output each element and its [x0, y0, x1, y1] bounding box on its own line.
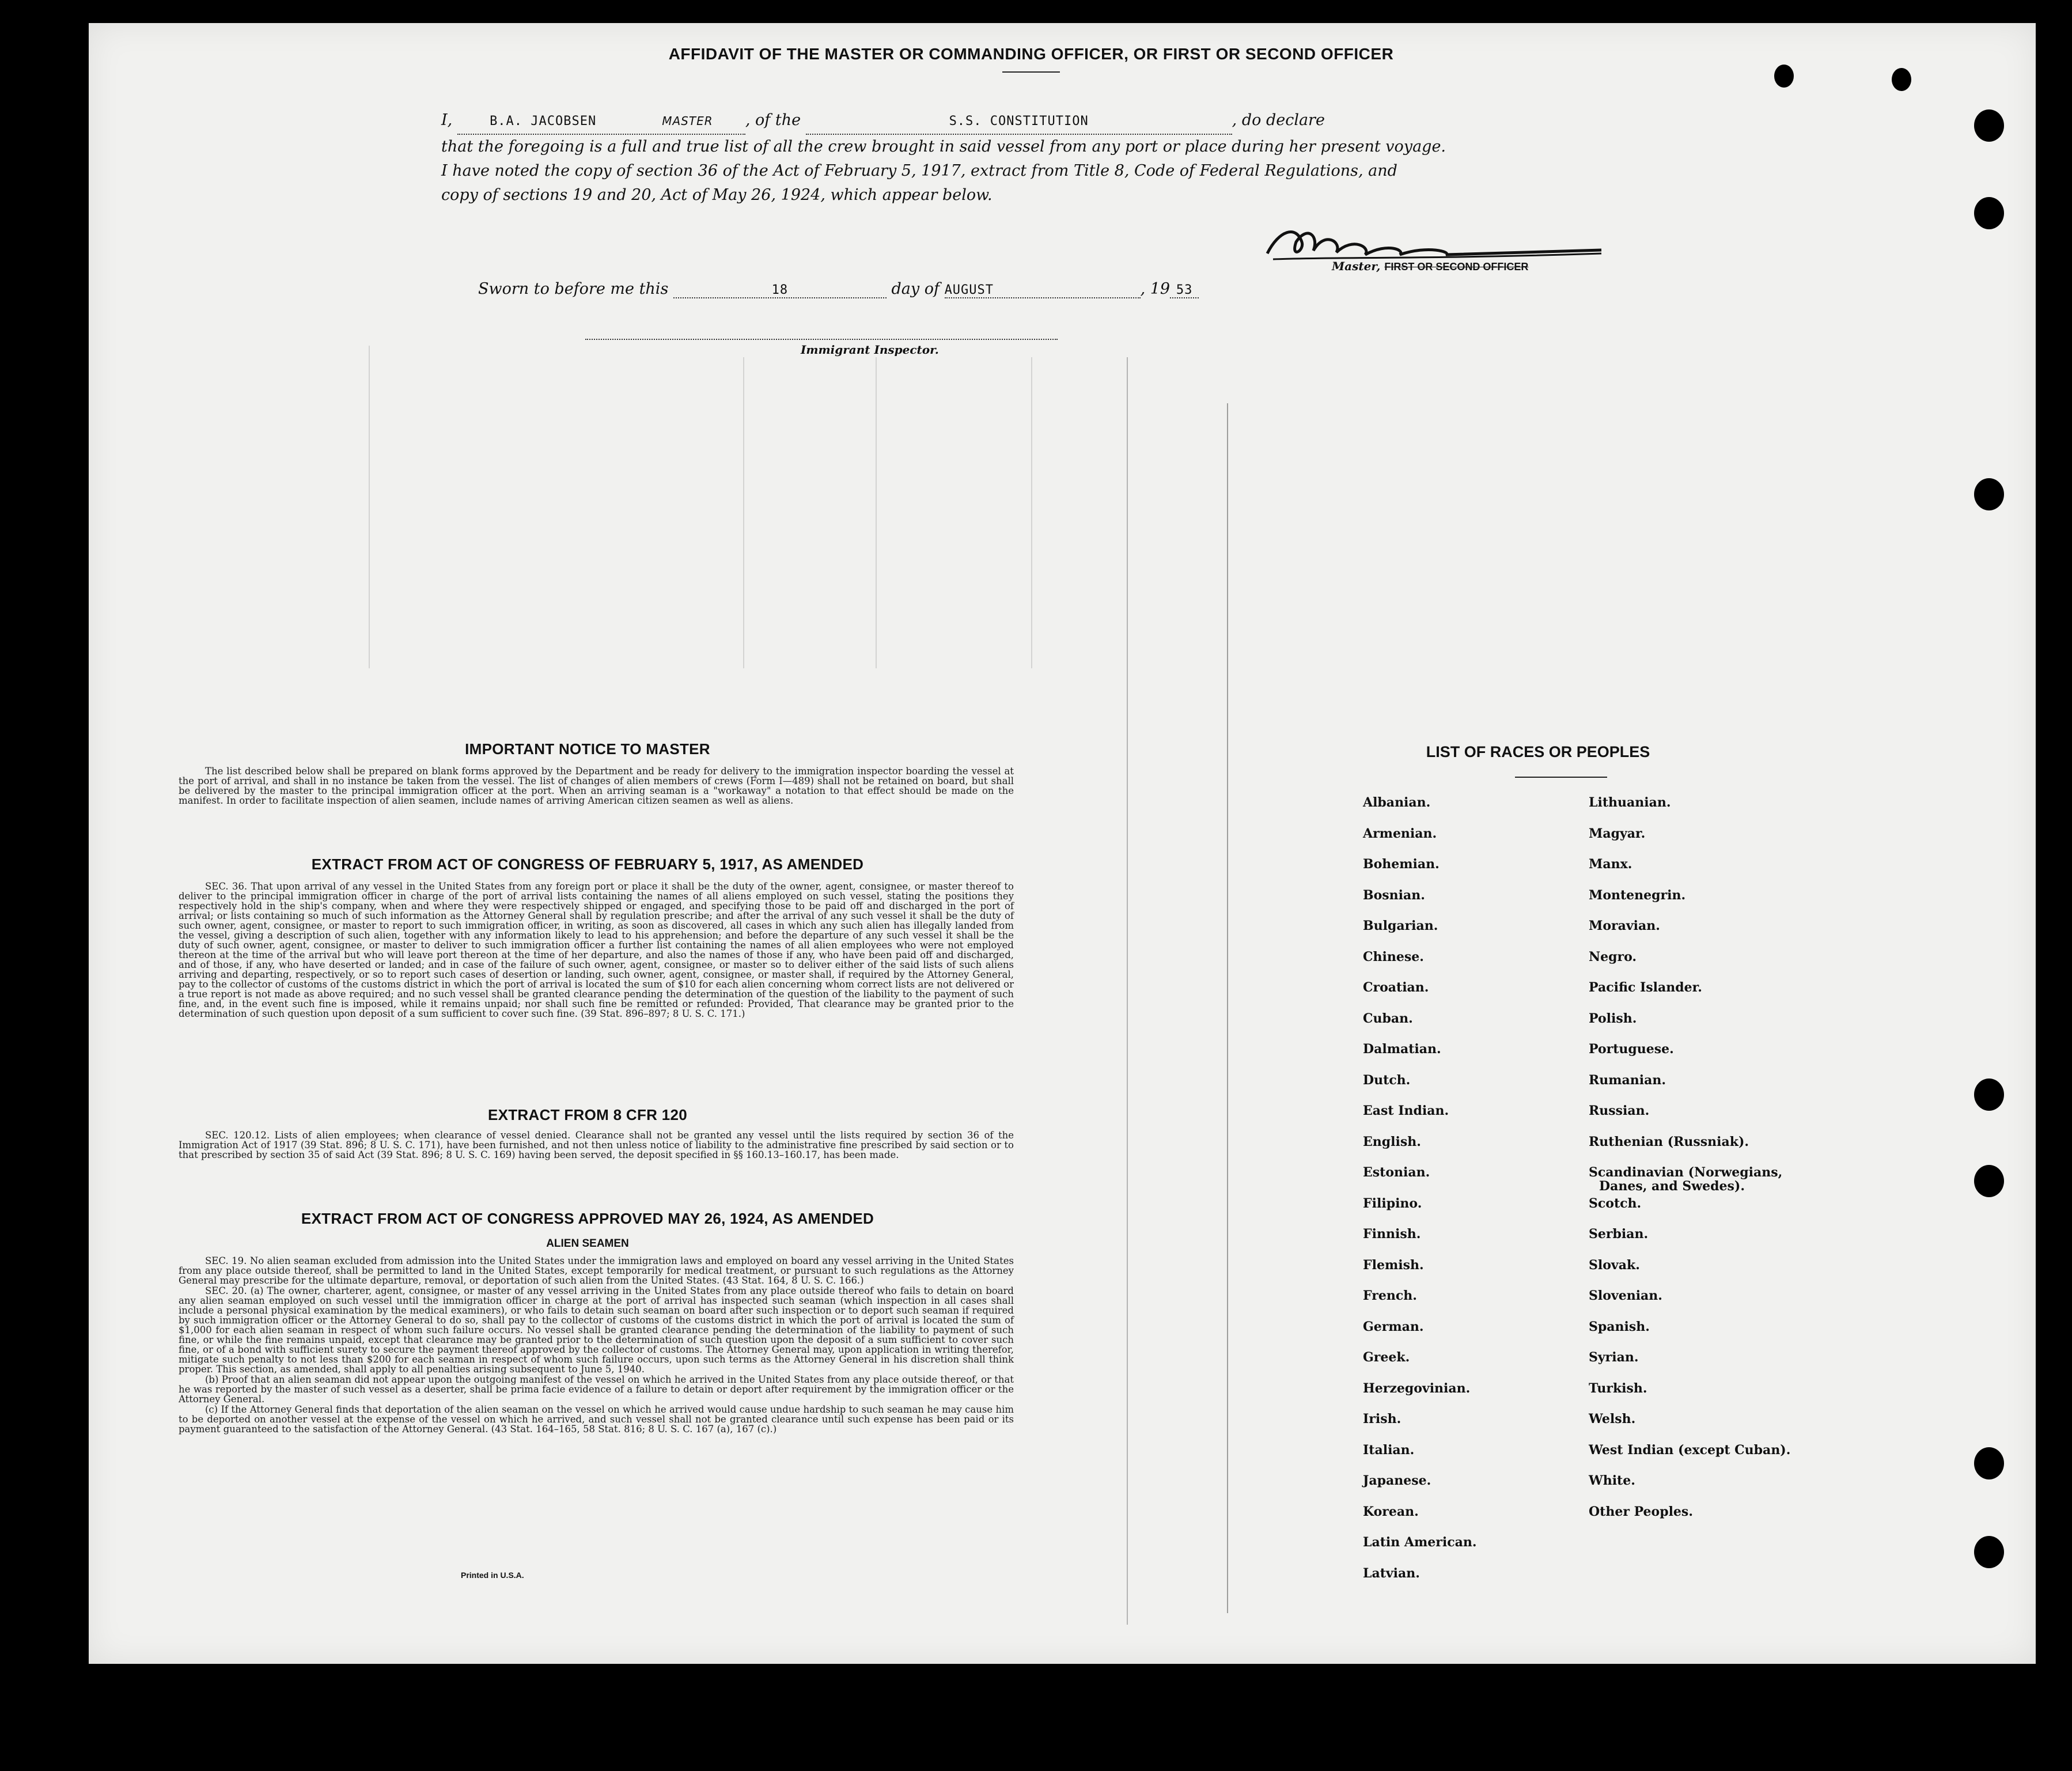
race-item-left: Korean. [1363, 1504, 1419, 1519]
extract-1917-text [179, 881, 1014, 1019]
sworn-day-field [673, 283, 887, 298]
sworn-year: 53 [1176, 283, 1193, 297]
race-item-left: English. [1363, 1134, 1421, 1149]
printed-in-usa: Printed in U.S.A. [461, 1571, 524, 1580]
race-item-left: Italian. [1363, 1442, 1415, 1458]
sworn-day-of: day of [891, 280, 940, 298]
bleed-through-line [1031, 357, 1032, 668]
race-item-right: Scotch. [1589, 1195, 1642, 1211]
sec-19-paragraph: SEC. 19. No alien seaman excluded from admission into the United States under the immigration laws and employed on board any vessel arriving in the United States from any place outside thereof, shall be permitted to land in the United States, except temporarily for medical treatment, or pursuant to such regulations as the Attorney General may prescribe for the ultimate departure, removal, or deportation of such alien from the United States. (43 Stat. 164, 8 U. S. C. 166.) [179, 1255, 1014, 1286]
race-item-left: Croatian. [1363, 980, 1429, 995]
sec-36-paragraph: SEC. 36. That upon arrival of any vessel in the United States from any foreign port or place it shall be the duty of the owner, agent, consignee, or master thereof to deliver to the principal immigration officer in charge of the port of arrival lists containing the names of all aliens employed on such vessel, stating the positions they respectively hold in the ship's company, when and where they were respectively shipped or engaged, and specifying those to be paid off and discharged in the port of arrival; or lists containing so much of such information as the Attorney General shall by regulation prescribe; and after the arrival of any such vessel it shall be the duty of such owner, agent, consignee, or master to report to such immigration officer, in writing, as soon as discovered, all cases in which any such alien has illegally landed from the vessel, giving a description of such alien, together with any information likely to lead to his apprehension; and before the departure of any such vessel it shall be the duty of such owner, agent, consignee, or master to deliver to such immigration officer a further list containing the names of all alien employees who were not employed thereon at the time of the arrival but who will leave port thereon at the time of her departure, and also the names of those if any, who have been paid off and discharged, and of those, if any, who have deserted or landed; and in case of the failure of such owner, agent, consignee, or master so to deliver either of the said lists of such aliens arriving and departing, respectively, or so to report such cases of desertion or landing, such owner, agent, consignee, or master shall, if required by the Attorney General, pay to the collector of customs of the customs district in which the port of arrival is located the sum of $10 for each alien concerning whom correct lists are not delivered or a true report is not made as above required; and no such vessel shall be granted clearance pending the determination of the question of the liability to the payment of such fine, and, in the event such fine is imposed, while it remains unpaid; nor shall such fine be remitted or refunded: Provided, That clearance may be granted prior to the determination of such question upon deposit of a sum sufficient to cover such fine. (39 Stat. 896–897; 8 U. S. C. 171.) [179, 881, 1014, 1019]
race-item-right: Slovenian. [1589, 1288, 1662, 1303]
race-item-right: Polish. [1589, 1011, 1637, 1026]
vessel-name: S.S. CONSTITUTION [949, 114, 1089, 128]
race-item-right: Negro. [1589, 949, 1637, 964]
punch-hole [1974, 109, 2004, 142]
race-item-left: Herzegovinian. [1363, 1380, 1471, 1396]
race-item-left: Flemish. [1363, 1257, 1424, 1273]
punch-hole [1774, 65, 1794, 88]
sworn-month-field [945, 283, 1141, 298]
vessel-name-field [806, 109, 1232, 135]
race-item-right: Lithuanian. [1589, 795, 1671, 810]
race-item-left: Bosnian. [1363, 887, 1425, 903]
declaration-line-3: I have noted the copy of section 36 of the Act of February 5, 1917, extract from Title 8, Code of Federal Regulations, and [441, 162, 1397, 180]
race-item-left: Latvian. [1363, 1565, 1420, 1581]
sec-120-12-paragraph: SEC. 120.12. Lists of alien employees; when clearance of vessel denied. Clearance shall not be granted any vessel until the lists required by section 36 of the Immigration Act of 1917 (39 Stat. 896; 8 U. S. C. 171), have been furnished, and not then unless notice of liability to the administrative fine prescribed by said section or to that prescribed by section 35 of said Act (39 Stat. 896; 8 U. S. C. 169) having been served, the deposit specified in §§ 160.13–160.17, has been made. [179, 1130, 1014, 1160]
punch-hole [1974, 478, 2004, 510]
declaration [441, 108, 1628, 207]
race-item-right: Slovak. [1589, 1257, 1640, 1273]
race-item-right: Moravian. [1589, 918, 1660, 933]
alien-seamen-subheading: ALIEN SEAMEN [546, 1238, 629, 1250]
bleed-through-line [1227, 403, 1228, 1613]
sworn-line [478, 280, 1199, 298]
signature-caption-struck: FIRST OR SECOND OFFICER [1384, 261, 1529, 273]
bleed-through-line [743, 357, 744, 668]
sec-20a-paragraph: SEC. 20. (a) The owner, charterer, agent, consignee, or master of any vessel arriving in the United States from any place outside thereof who fails to detain on board any alien seaman employed on such vessel until the immigration officer in charge at the port of arrival has inspected such seaman (which inspection in all cases shall include a personal physical examination by the medical examiners), or who fails to detain such seaman on board after such inspection or to deport such seaman if required by such immigration officer or the Attorney General to do so, shall pay to the collector of customs of the customs district in which the port of arrival is located the sum of $1,000 for each alien seaman in respect of whom such failure occurs. No vessel shall be granted clearance pending the determination of the liability to payment of such fine, or while the fine remains unpaid, except that clearance may be granted prior to the determination of such question upon the deposit of a sum sufficient to cover such fine, or of a bond with sufficient surety to secure the payment thereof approved by the collector of customs. The Attorney General may, upon application in writing therefor, mitigate such penalty to not less than $200 for each seaman in respect of whom such failure occurs, upon such terms as the Attorney General in his discretion shall think proper. This section, as amended, shall apply to all penalties arising subsequent to June 5, 1940. [179, 1285, 1014, 1375]
race-item-right: Turkish. [1589, 1380, 1647, 1396]
declaration-line-1 [441, 108, 1628, 135]
race-item-right: Ruthenian (Russniak). [1589, 1134, 1749, 1149]
race-item-right: Danes, and Swedes). [1599, 1179, 1745, 1194]
race-item-right: West Indian (except Cuban). [1589, 1442, 1791, 1458]
bleed-through-line [369, 346, 370, 668]
punch-hole [1974, 1165, 2004, 1197]
declaration-i: I, [441, 111, 453, 129]
race-item-left: Dutch. [1363, 1072, 1411, 1088]
race-item-right: Scandinavian (Norwegians, [1589, 1165, 1783, 1180]
race-item-left: Albanian. [1363, 795, 1431, 810]
race-item-left: Dalmatian. [1363, 1042, 1441, 1057]
declaration-do-declare: , do declare [1232, 111, 1325, 129]
race-item-left: Chinese. [1363, 949, 1424, 964]
race-item-left: Filipino. [1363, 1195, 1422, 1211]
races-heading: LIST OF RACES OR PEOPLES [1426, 743, 1650, 760]
race-item-right: Serbian. [1589, 1227, 1649, 1242]
master-name-field [457, 109, 745, 135]
race-item-left: Finnish. [1363, 1227, 1421, 1242]
race-item-left: Greek. [1363, 1350, 1410, 1365]
sworn-day: 18 [771, 283, 789, 297]
signature-caption [1332, 259, 1528, 273]
punch-hole [1892, 68, 1911, 91]
race-item-right: Portuguese. [1589, 1042, 1674, 1057]
race-item-left: Latin American. [1363, 1535, 1477, 1550]
race-item-right: Rumanian. [1589, 1072, 1666, 1088]
sec-20c-paragraph: (c) If the Attorney General finds that deportation of the alien seaman on the vessel on which he arrived would cause undue hardship to such seaman he may cause him to be deported on another vessel at the expense of the vessel on which he arrived, and such vessel shall not be granted clearance until such expense has been paid or its payment guaranteed to the satisfaction of the Attorney General. (43 Stat. 164–165, 58 Stat. 816; 8 U. S. C. 167 (a), 167 (c).) [179, 1404, 1014, 1435]
race-item-left: Cuban. [1363, 1011, 1413, 1026]
inspector-signature-line [585, 339, 1058, 340]
notice-paragraph: The list described below shall be prepared on blank forms approved by the Department and be ready for delivery to the immigration inspector boarding the vessel at the port of arrival, and shall in no instance be taken from the vessel. The list of changes of alien members of crews (Form I—489) shall not be retained on board, but shall be delivered by the master to the principal immigration officer at the port. When an arriving seaman is a "workaway" a notation to that effect should be made on the manifest. In order to facilitate inspection of alien seamen, include names of arriving American citizen seamen as well as aliens. [179, 766, 1014, 806]
race-item-left: Armenian. [1363, 826, 1437, 841]
race-item-left: Bohemian. [1363, 857, 1440, 872]
extract-cfr-text [179, 1130, 1014, 1160]
title-rule [1002, 71, 1060, 73]
declaration-line-4: copy of sections 19 and 20, Act of May 26, 1924, which appear below. [441, 186, 993, 204]
race-item-right: Montenegrin. [1589, 887, 1686, 903]
master-rank-handwritten: MASTER [662, 114, 713, 128]
signature-caption-master: Master, [1332, 259, 1381, 273]
bleed-through-line [1127, 357, 1128, 1625]
declaration-of-the: , of the [745, 111, 801, 129]
race-item-left: German. [1363, 1319, 1424, 1334]
race-item-right: Pacific Islander. [1589, 980, 1702, 995]
race-item-left: East Indian. [1363, 1103, 1449, 1118]
race-item-right: White. [1589, 1473, 1635, 1488]
notice-text [179, 766, 1014, 806]
affidavit-title: AFFIDAVIT OF THE MASTER OR COMMANDING OFFICER, OR FIRST OR SECOND OFFICER [668, 45, 1394, 63]
race-item-left: Estonian. [1363, 1165, 1430, 1180]
extract-1924-heading: EXTRACT FROM ACT OF CONGRESS APPROVED MAY 26, 1924, AS AMENDED [301, 1210, 874, 1227]
race-item-left: Irish. [1363, 1411, 1401, 1426]
sworn-prefix: Sworn to before me this [478, 280, 669, 298]
race-item-right: Magyar. [1589, 826, 1646, 841]
sec-20b-paragraph: (b) Proof that an alien seaman did not appear upon the outgoing manifest of the vessel on which he arrived in the United States from any place outside thereof, or that he was reported by the master of such vessel as a deserter, shall be prima facie evidence of a failure to detain or deport after requirement by the immigration officer or the Attorney General. [179, 1374, 1014, 1405]
master-name: B.A. JACOBSEN [490, 114, 597, 128]
race-item-right: Manx. [1589, 857, 1632, 872]
extract-1924-text [179, 1256, 1014, 1435]
declaration-line-2: that the foregoing is a full and true list of all the crew brought in said vessel from any port or place during her present voyage. [441, 138, 1446, 156]
punch-hole [1974, 1536, 2004, 1568]
race-item-left: Japanese. [1363, 1473, 1431, 1488]
punch-hole [1974, 1079, 2004, 1111]
inspector-caption: Immigrant Inspector. [801, 343, 939, 357]
race-item-left: French. [1363, 1288, 1417, 1303]
extract-1917-heading: EXTRACT FROM ACT OF CONGRESS OF FEBRUARY 5, 1917, AS AMENDED [311, 856, 864, 873]
notice-heading: IMPORTANT NOTICE TO MASTER [465, 740, 710, 758]
extract-cfr-heading: EXTRACT FROM 8 CFR 120 [487, 1106, 688, 1123]
sworn-year-prefix: , 19 [1140, 280, 1171, 298]
bleed-through-line [876, 357, 877, 668]
race-item-right: Syrian. [1589, 1350, 1639, 1365]
sworn-year-field [1170, 283, 1199, 298]
race-item-right: Spanish. [1589, 1319, 1650, 1334]
race-item-left: Bulgarian. [1363, 918, 1438, 933]
race-item-right: Russian. [1589, 1103, 1650, 1118]
punch-hole [1974, 1447, 2004, 1479]
punch-hole [1974, 197, 2004, 229]
race-item-right: Welsh. [1589, 1411, 1636, 1426]
races-heading-rule [1515, 777, 1607, 778]
race-item-right: Other Peoples. [1589, 1504, 1693, 1519]
sworn-month: AUGUST [944, 283, 994, 297]
